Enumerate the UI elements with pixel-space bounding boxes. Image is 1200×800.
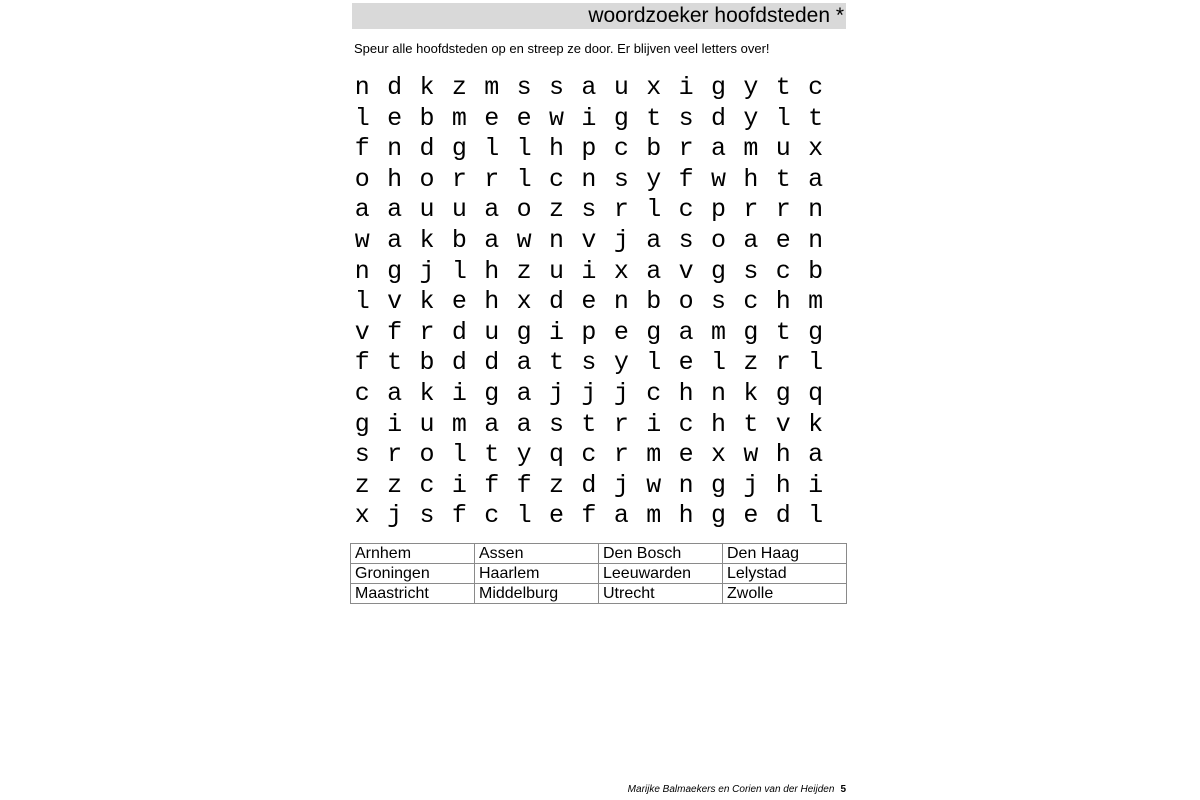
- word-list-table: [350, 543, 847, 604]
- grid-letter[interactable]: g: [710, 256, 726, 286]
- grid-letter[interactable]: d: [549, 287, 565, 317]
- grid-letter[interactable]: u: [419, 195, 435, 225]
- grid-letter[interactable]: t: [743, 409, 759, 439]
- grid-letter[interactable]: g: [516, 317, 532, 347]
- grid-letter[interactable]: o: [516, 195, 532, 225]
- grid-letter[interactable]: i: [451, 378, 467, 408]
- word-cell: Den Bosch: [599, 544, 723, 564]
- word-table-row: [351, 544, 847, 564]
- grid-letter[interactable]: k: [419, 287, 435, 317]
- grid-letter[interactable]: g: [451, 134, 467, 164]
- page-number: 5: [840, 784, 846, 795]
- grid-letter[interactable]: y: [743, 103, 759, 133]
- grid-row: [346, 440, 832, 471]
- grid-letter[interactable]: k: [743, 378, 759, 408]
- grid-letter[interactable]: a: [516, 409, 532, 439]
- grid-letter[interactable]: g: [646, 317, 662, 347]
- grid-letter[interactable]: h: [743, 164, 759, 194]
- grid-letter[interactable]: r: [451, 164, 467, 194]
- grid-letter[interactable]: t: [549, 348, 565, 378]
- grid-letter[interactable]: l: [354, 287, 370, 317]
- grid-letter[interactable]: l: [484, 134, 500, 164]
- grid-letter[interactable]: s: [549, 409, 565, 439]
- grid-letter[interactable]: q: [808, 378, 824, 408]
- grid-letter[interactable]: c: [646, 378, 662, 408]
- grid-letter[interactable]: n: [549, 225, 565, 255]
- grid-letter[interactable]: c: [743, 287, 759, 317]
- grid-letter[interactable]: r: [743, 195, 759, 225]
- grid-letter[interactable]: d: [387, 73, 403, 102]
- grid-letter[interactable]: z: [387, 470, 403, 500]
- grid-letter[interactable]: t: [646, 103, 662, 133]
- grid-letter[interactable]: b: [646, 287, 662, 317]
- grid-letter[interactable]: g: [710, 470, 726, 500]
- grid-letter[interactable]: a: [387, 225, 403, 255]
- grid-letter[interactable]: y: [743, 73, 759, 102]
- grid-letter[interactable]: a: [808, 164, 824, 194]
- grid-letter[interactable]: u: [613, 73, 629, 102]
- grid-letter[interactable]: o: [710, 225, 726, 255]
- grid-row: [346, 471, 832, 502]
- grid-letter[interactable]: w: [646, 470, 662, 500]
- grid-letter[interactable]: a: [484, 195, 500, 225]
- page-title: woordzoeker hoofdsteden *: [588, 4, 844, 27]
- grid-letter[interactable]: e: [743, 501, 759, 531]
- grid-letter[interactable]: l: [516, 501, 532, 531]
- grid-letter[interactable]: l: [808, 501, 824, 531]
- word-cell: Maastricht: [351, 584, 475, 604]
- grid-letter[interactable]: r: [613, 440, 629, 470]
- grid-letter[interactable]: l: [808, 348, 824, 378]
- grid-letter[interactable]: o: [354, 164, 370, 194]
- grid-letter[interactable]: f: [516, 470, 532, 500]
- word-cell: Arnhem: [351, 544, 475, 564]
- grid-row: [346, 104, 832, 135]
- grid-letter[interactable]: f: [581, 501, 597, 531]
- grid-letter[interactable]: l: [516, 164, 532, 194]
- grid-letter[interactable]: c: [484, 501, 500, 531]
- grid-letter[interactable]: g: [484, 378, 500, 408]
- grid-letter[interactable]: c: [549, 164, 565, 194]
- grid-letter[interactable]: k: [419, 378, 435, 408]
- grid-letter[interactable]: g: [613, 103, 629, 133]
- grid-letter[interactable]: e: [581, 287, 597, 317]
- grid-letter[interactable]: q: [549, 440, 565, 470]
- word-cell: Zwolle: [723, 584, 847, 604]
- grid-letter[interactable]: x: [710, 440, 726, 470]
- grid-letter[interactable]: x: [613, 256, 629, 286]
- grid-row: [346, 318, 832, 349]
- grid-letter[interactable]: a: [743, 225, 759, 255]
- grid-letter[interactable]: p: [710, 195, 726, 225]
- grid-letter[interactable]: x: [808, 134, 824, 164]
- grid-letter[interactable]: s: [581, 348, 597, 378]
- grid-letter[interactable]: j: [419, 256, 435, 286]
- grid-letter[interactable]: b: [646, 134, 662, 164]
- grid-letter[interactable]: u: [775, 134, 791, 164]
- grid-letter[interactable]: h: [549, 134, 565, 164]
- grid-letter[interactable]: a: [710, 134, 726, 164]
- grid-letter[interactable]: b: [808, 256, 824, 286]
- grid-letter[interactable]: d: [775, 501, 791, 531]
- grid-letter[interactable]: n: [354, 256, 370, 286]
- grid-letter[interactable]: j: [613, 470, 629, 500]
- grid-letter[interactable]: j: [581, 378, 597, 408]
- word-cell: Lelystad: [723, 564, 847, 584]
- grid-letter[interactable]: h: [678, 501, 694, 531]
- grid-letter[interactable]: f: [354, 348, 370, 378]
- grid-letter[interactable]: b: [451, 225, 467, 255]
- grid-letter[interactable]: i: [808, 470, 824, 500]
- grid-letter[interactable]: i: [387, 409, 403, 439]
- title-bar: [352, 3, 846, 29]
- grid-row: [346, 73, 832, 104]
- grid-letter[interactable]: n: [678, 470, 694, 500]
- word-cell: Utrecht: [599, 584, 723, 604]
- grid-letter[interactable]: e: [775, 225, 791, 255]
- grid-letter[interactable]: z: [516, 256, 532, 286]
- grid-letter[interactable]: f: [354, 134, 370, 164]
- grid-letter[interactable]: d: [451, 348, 467, 378]
- grid-letter[interactable]: f: [484, 470, 500, 500]
- grid-letter[interactable]: r: [387, 440, 403, 470]
- grid-letter[interactable]: s: [710, 287, 726, 317]
- grid-letter[interactable]: m: [808, 287, 824, 317]
- grid-letter[interactable]: m: [646, 440, 662, 470]
- grid-letter[interactable]: a: [354, 195, 370, 225]
- grid-letter[interactable]: d: [484, 348, 500, 378]
- grid-letter[interactable]: e: [484, 103, 500, 133]
- grid-row: [346, 165, 832, 196]
- grid-letter[interactable]: u: [451, 195, 467, 225]
- grid-letter[interactable]: a: [387, 195, 403, 225]
- grid-letter[interactable]: l: [646, 348, 662, 378]
- grid-letter[interactable]: r: [775, 348, 791, 378]
- word-table-row: [351, 564, 847, 584]
- grid-letter[interactable]: t: [387, 348, 403, 378]
- grid-letter[interactable]: a: [646, 256, 662, 286]
- grid-letter[interactable]: v: [678, 256, 694, 286]
- grid-letter[interactable]: v: [775, 409, 791, 439]
- grid-letter[interactable]: c: [775, 256, 791, 286]
- grid-letter[interactable]: l: [516, 134, 532, 164]
- footer-authors: Marijke Balmaekers en Corien van der Heijden: [627, 784, 835, 795]
- grid-letter[interactable]: a: [808, 440, 824, 470]
- grid-letter[interactable]: v: [354, 317, 370, 347]
- grid-row: [346, 410, 832, 441]
- grid-letter[interactable]: n: [581, 164, 597, 194]
- grid-letter[interactable]: f: [451, 501, 467, 531]
- grid-letter[interactable]: h: [387, 164, 403, 194]
- grid-letter[interactable]: e: [387, 103, 403, 133]
- grid-letter[interactable]: i: [581, 256, 597, 286]
- grid-letter[interactable]: o: [419, 440, 435, 470]
- grid-letter[interactable]: a: [516, 378, 532, 408]
- grid-letter[interactable]: h: [484, 287, 500, 317]
- grid-letter[interactable]: g: [354, 409, 370, 439]
- grid-letter[interactable]: s: [419, 501, 435, 531]
- grid-letter[interactable]: p: [581, 317, 597, 347]
- word-cell: Groningen: [351, 564, 475, 584]
- grid-letter[interactable]: v: [387, 287, 403, 317]
- grid-row: [346, 501, 832, 532]
- grid-letter[interactable]: f: [387, 317, 403, 347]
- grid-letter[interactable]: n: [387, 134, 403, 164]
- grid-letter[interactable]: a: [484, 225, 500, 255]
- grid-letter[interactable]: m: [484, 73, 500, 102]
- grid-letter[interactable]: f: [678, 164, 694, 194]
- grid-letter[interactable]: w: [516, 225, 532, 255]
- grid-row: [346, 226, 832, 257]
- grid-letter[interactable]: g: [710, 501, 726, 531]
- grid-letter[interactable]: a: [484, 409, 500, 439]
- grid-letter[interactable]: g: [710, 73, 726, 102]
- grid-letter[interactable]: e: [549, 501, 565, 531]
- grid-letter[interactable]: e: [451, 287, 467, 317]
- grid-letter[interactable]: t: [484, 440, 500, 470]
- grid-letter[interactable]: l: [451, 256, 467, 286]
- grid-letter[interactable]: b: [419, 348, 435, 378]
- grid-letter[interactable]: e: [613, 317, 629, 347]
- grid-letter[interactable]: e: [678, 348, 694, 378]
- grid-letter[interactable]: k: [419, 225, 435, 255]
- grid-letter[interactable]: h: [775, 287, 791, 317]
- grid-row: [346, 195, 832, 226]
- grid-letter[interactable]: c: [419, 470, 435, 500]
- grid-letter[interactable]: r: [613, 195, 629, 225]
- grid-letter[interactable]: i: [646, 409, 662, 439]
- grid-letter[interactable]: y: [613, 348, 629, 378]
- grid-letter[interactable]: t: [808, 103, 824, 133]
- grid-letter[interactable]: s: [549, 73, 565, 102]
- grid-letter[interactable]: n: [710, 378, 726, 408]
- word-cell: Assen: [475, 544, 599, 564]
- grid-letter[interactable]: u: [484, 317, 500, 347]
- grid-letter[interactable]: i: [451, 470, 467, 500]
- grid-letter[interactable]: m: [451, 103, 467, 133]
- letter-grid: [346, 73, 832, 532]
- grid-letter[interactable]: h: [775, 440, 791, 470]
- grid-row: [346, 257, 832, 288]
- grid-letter[interactable]: z: [549, 195, 565, 225]
- grid-letter[interactable]: k: [419, 73, 435, 102]
- grid-letter[interactable]: x: [646, 73, 662, 102]
- grid-letter[interactable]: s: [354, 440, 370, 470]
- grid-letter[interactable]: c: [678, 195, 694, 225]
- grid-letter[interactable]: w: [710, 164, 726, 194]
- grid-letter[interactable]: n: [354, 73, 370, 102]
- grid-letter[interactable]: z: [354, 470, 370, 500]
- grid-letter[interactable]: a: [581, 73, 597, 102]
- grid-letter[interactable]: a: [387, 378, 403, 408]
- grid-letter[interactable]: h: [710, 409, 726, 439]
- grid-letter[interactable]: l: [354, 103, 370, 133]
- word-cell: Middelburg: [475, 584, 599, 604]
- grid-letter[interactable]: l: [646, 195, 662, 225]
- grid-letter[interactable]: i: [549, 317, 565, 347]
- footer: [628, 784, 846, 796]
- grid-letter[interactable]: c: [581, 440, 597, 470]
- grid-letter[interactable]: x: [354, 501, 370, 531]
- grid-letter[interactable]: g: [743, 317, 759, 347]
- grid-letter[interactable]: r: [775, 195, 791, 225]
- grid-letter[interactable]: r: [613, 409, 629, 439]
- grid-letter[interactable]: c: [613, 134, 629, 164]
- grid-letter[interactable]: d: [451, 317, 467, 347]
- grid-row: [346, 379, 832, 410]
- grid-letter[interactable]: g: [808, 317, 824, 347]
- grid-letter[interactable]: p: [581, 134, 597, 164]
- grid-letter[interactable]: s: [678, 225, 694, 255]
- grid-row: [346, 287, 832, 318]
- grid-letter[interactable]: h: [775, 470, 791, 500]
- grid-letter[interactable]: y: [516, 440, 532, 470]
- grid-letter[interactable]: z: [743, 348, 759, 378]
- grid-row: [346, 348, 832, 379]
- grid-letter[interactable]: l: [775, 103, 791, 133]
- grid-letter[interactable]: i: [581, 103, 597, 133]
- grid-letter[interactable]: n: [808, 225, 824, 255]
- grid-letter[interactable]: u: [419, 409, 435, 439]
- grid-letter[interactable]: z: [451, 73, 467, 102]
- grid-letter[interactable]: c: [808, 73, 824, 102]
- grid-letter[interactable]: j: [613, 378, 629, 408]
- grid-letter[interactable]: z: [549, 470, 565, 500]
- grid-letter[interactable]: g: [775, 378, 791, 408]
- grid-letter[interactable]: h: [678, 378, 694, 408]
- grid-letter[interactable]: n: [613, 287, 629, 317]
- grid-letter[interactable]: x: [516, 287, 532, 317]
- grid-letter[interactable]: k: [808, 409, 824, 439]
- grid-letter[interactable]: s: [613, 164, 629, 194]
- grid-letter[interactable]: i: [678, 73, 694, 102]
- grid-letter[interactable]: w: [549, 103, 565, 133]
- grid-letter[interactable]: a: [678, 317, 694, 347]
- grid-letter[interactable]: w: [354, 225, 370, 255]
- grid-letter[interactable]: t: [775, 73, 791, 102]
- grid-row: [346, 134, 832, 165]
- grid-letter[interactable]: r: [419, 317, 435, 347]
- grid-letter[interactable]: d: [581, 470, 597, 500]
- grid-letter[interactable]: y: [646, 164, 662, 194]
- grid-letter[interactable]: v: [581, 225, 597, 255]
- grid-letter[interactable]: s: [743, 256, 759, 286]
- grid-letter[interactable]: j: [387, 501, 403, 531]
- grid-letter[interactable]: b: [419, 103, 435, 133]
- grid-letter[interactable]: a: [646, 225, 662, 255]
- grid-letter[interactable]: a: [613, 501, 629, 531]
- grid-letter[interactable]: m: [451, 409, 467, 439]
- grid-letter[interactable]: d: [710, 103, 726, 133]
- grid-letter[interactable]: r: [678, 134, 694, 164]
- grid-letter[interactable]: r: [484, 164, 500, 194]
- word-cell: Den Haag: [723, 544, 847, 564]
- word-cell: Haarlem: [475, 564, 599, 584]
- grid-letter[interactable]: s: [678, 103, 694, 133]
- grid-letter[interactable]: o: [419, 164, 435, 194]
- grid-letter[interactable]: t: [775, 317, 791, 347]
- grid-letter[interactable]: c: [678, 409, 694, 439]
- grid-letter[interactable]: l: [451, 440, 467, 470]
- grid-letter[interactable]: e: [516, 103, 532, 133]
- grid-letter[interactable]: l: [710, 348, 726, 378]
- word-cell: Leeuwarden: [599, 564, 723, 584]
- grid-letter[interactable]: t: [581, 409, 597, 439]
- grid-letter[interactable]: h: [484, 256, 500, 286]
- grid-letter[interactable]: n: [808, 195, 824, 225]
- grid-letter[interactable]: s: [516, 73, 532, 102]
- grid-letter[interactable]: a: [516, 348, 532, 378]
- grid-letter[interactable]: m: [646, 501, 662, 531]
- grid-letter[interactable]: u: [549, 256, 565, 286]
- grid-letter[interactable]: j: [613, 225, 629, 255]
- grid-letter[interactable]: c: [354, 378, 370, 408]
- grid-letter[interactable]: m: [710, 317, 726, 347]
- grid-letter[interactable]: j: [743, 470, 759, 500]
- grid-letter[interactable]: s: [581, 195, 597, 225]
- grid-letter[interactable]: d: [419, 134, 435, 164]
- word-table-row: [351, 584, 847, 604]
- grid-letter[interactable]: e: [678, 440, 694, 470]
- grid-letter[interactable]: t: [775, 164, 791, 194]
- instructions-text: Speur alle hoofdsteden op en streep ze door. Er blijven veel letters over!: [354, 41, 770, 56]
- grid-letter[interactable]: g: [387, 256, 403, 286]
- grid-letter[interactable]: j: [549, 378, 565, 408]
- grid-letter[interactable]: w: [743, 440, 759, 470]
- grid-letter[interactable]: m: [743, 134, 759, 164]
- grid-letter[interactable]: o: [678, 287, 694, 317]
